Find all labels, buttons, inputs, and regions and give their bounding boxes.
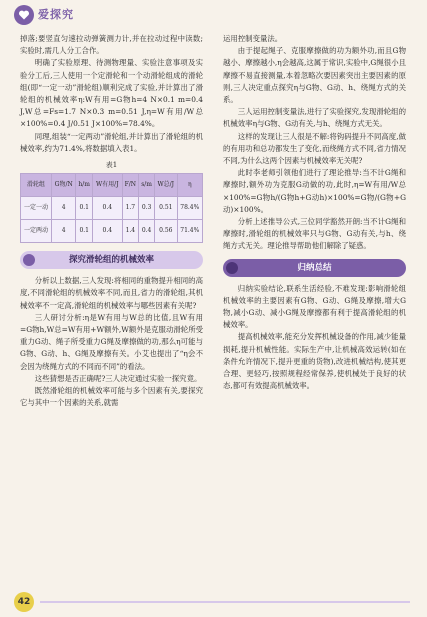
column-header: W有用/J (93, 174, 122, 197)
table-row (21, 197, 203, 220)
column-title: 爱探究 (38, 8, 74, 21)
heart-icon (14, 5, 34, 25)
paragraph: 归纳实验结论,联系生活经验,不难发现:影响滑轮组机械效率的主要因素有G物、G动、G绳及摩擦,增大G物,减小G动、减小G绳及摩擦都有利于提高滑轮组的机械效率。 (223, 283, 406, 330)
table-row (21, 220, 203, 243)
column-header: 滑轮组 (21, 174, 52, 197)
table-cell: 1.7 (122, 197, 139, 220)
paragraph: 分析以上数据,三人发现:将相同的重物提升相同的高度,不同滑轮组的机械效率不同,而且,省力的滑轮组,其机械效率不一定高,滑轮组的机械效率与哪些因素有关呢? (20, 276, 203, 310)
table-cell: 0.56 (155, 220, 178, 243)
table-cell: 1.4 (122, 220, 139, 243)
section-title: 归纳总结 (297, 262, 332, 273)
column-header: F/N (122, 174, 139, 197)
paragraph: 分析上述推导公式,三位同学豁然开朗:当不计G绳和摩擦时,滑轮组的机械效率只与G物、G动有关,与h、绕绳方式无关。理论推导帮助他们解除了疑惑。 (223, 217, 406, 251)
page-number: 42 (14, 592, 34, 612)
table-cell: 0.3 (139, 197, 155, 220)
table-cell: 0.51 (155, 197, 178, 220)
paragraph: 此时李老师引领他们进行了理论推导:当不计G绳和摩擦时,额外功为克服G动做的功,此时,η=W有用/W总×100%=G物h/(G物h+G动h)×100%=G物/(G物+G动)×100%。 (223, 168, 406, 214)
paragraph: 三人研讨分析:η是W有用与W总的比值,且W有用=G物h,W总=W有用+W额外,W额外是克服动滑轮所受重力G动、绳子所受重力G绳及摩擦做的功,那么η可能与G物、G动、h、G绳及摩擦有关。小艾也提出了“η会不会因为绕绳方式的不同而不同”的看法。 (20, 312, 203, 371)
paragraph: 提高机械效率,能充分发挥机械设备的作用,减少能量损耗,提升机械性能。实际生产中,让机械高效运转(如在条件允许情况下,提升更重的货物),改进机械结构,使其更合理、更轻巧,按照规程经常保养,使机械处于良好的状态,都可有效提高机械效率。 (223, 332, 406, 391)
paragraph: 掉落;要竖直匀速拉动弹簧测力计,并在拉动过程中读数;实验时,需几人分工合作。 (20, 34, 203, 56)
column-header: s/m (139, 174, 155, 197)
footer-divider (40, 601, 410, 603)
paragraph: 这样的发现让三人很是不解:将钩码提升不同高度,做的有用功和总功都发生了变化,而绕绳方式不同,省力情况不同,为什么这两个因素与机械效率无关呢? (223, 131, 406, 166)
paragraph: 这些猜想是否正确呢?三人决定通过实验一探究竟。 (34, 373, 202, 383)
section-title: 探究滑轮组的机械效率 (68, 255, 154, 266)
section-heading (20, 251, 203, 269)
left-column (20, 33, 203, 409)
paragraph: 三人运用控制变量法,进行了实验探究,发现滑轮组的机械效率η与G物、G动有关,与h、绕绳方式无关。 (223, 107, 406, 129)
table-header-row (21, 174, 203, 197)
column-header: h/m (76, 174, 93, 197)
table-cell: 0.4 (93, 220, 122, 243)
section-heading (223, 259, 406, 277)
table-cell: 0.1 (76, 220, 93, 243)
paragraph: 运用控制变量法。 (223, 34, 283, 43)
table-cell: 4 (52, 220, 76, 243)
table-cell: 0.4 (93, 197, 122, 220)
table-cell: 78.4% (177, 197, 202, 220)
table-cell: 一定一动 (21, 197, 52, 220)
paragraph: 由于提起绳子、克服摩擦做的功为额外功,而且G物越小、摩擦越小,η会越高,这属于常识,实验中,G绳很小且摩擦不易直接测量,本着忽略次要因素突出主要因素的原则,三人决定重点探究η与G物、G动、h、绕绳方式的关系。 (223, 46, 406, 105)
table-caption: 表1 (105, 161, 118, 170)
table-cell: 71.4% (177, 220, 202, 243)
table-cell: 0.4 (139, 220, 155, 243)
paragraph: 既然滑轮组的机械效率可能与多个因素有关,要探究它与其中一个因素的关系,就需 (20, 386, 203, 408)
right-column (223, 33, 406, 392)
paragraph: 同理,组装“一定两动”滑轮组,并计算出了滑轮组的机械效率,约为71.4%,将数据填入表1。 (20, 131, 203, 153)
column-header: η (177, 174, 202, 197)
bullet-icon (226, 262, 238, 274)
data-table (20, 173, 203, 243)
column-header: W总/J (155, 174, 178, 197)
table-cell: 4 (52, 197, 76, 220)
bullet-icon (23, 254, 35, 266)
column-header: G物/N (52, 174, 76, 197)
paragraph: 明确了实验原理、待测物理量、实验注意事项及实验分工后,三人使用一个定滑轮和一个动滑轮组成的滑轮组(即“一定一动”滑轮组)顺利完成了实验,并计算出了滑轮组的机械效率η:W有用=G物h=4 N×0.1 m=0.4 J,W总=Fs=1.7 N×0.3 m=0.51 J,η=W有用/W总×100%=0.4 J/0.51 J×100%=78.4%。 (20, 58, 203, 129)
table-cell: 0.1 (76, 197, 93, 220)
table-cell: 一定两动 (21, 220, 52, 243)
page-header (0, 0, 427, 30)
